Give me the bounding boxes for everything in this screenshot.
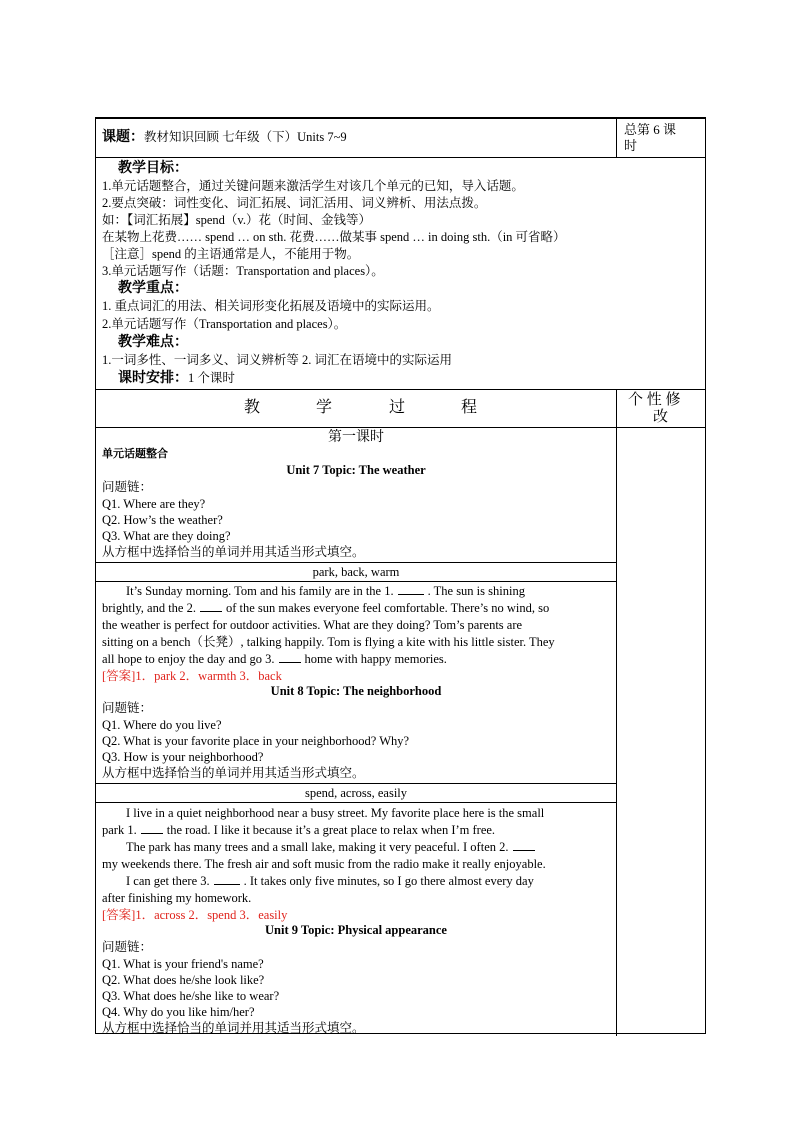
unit8-passage-line3 [126,839,539,855]
unit7-q1: Q1. Where are they? [102,497,206,511]
topic-label: 课题： [102,129,144,145]
blank-4 [141,823,163,834]
objectives-row [96,158,705,390]
unit8-title: Unit 8 Topic: The neighborhood [270,684,442,698]
lesson-plan-table [95,117,706,1034]
topic-value: 教材知识回顾 七年级（下）Units 7~9 [144,130,347,144]
unit7-p5a: all hope to enjoy the day and go 3. [102,652,275,666]
schedule-line [118,370,235,386]
unit7-answer: [答案]1．park 2．warmth 3．back [102,669,282,683]
blank-3 [279,652,301,663]
unit8-question-chain: 问题链： [102,701,153,715]
process-char-2: 学 [316,399,333,416]
unit7-q2: Q2. How’s the weather? [102,513,223,527]
key-points-line-2: 2.单元话题写作（Transportation and places）。 [102,317,347,331]
unit8-answer: [答案]1．across 2．spend 3．easily [102,908,288,922]
unit7-p1b: . The sun is shining [427,584,525,598]
unit7-instruction: 从方框中选择恰当的单词并用其适当形式填空。 [102,545,365,559]
blank-6 [214,874,240,885]
unit9-question-chain: 问题链： [102,940,153,954]
objectives-line-1: 1.单元话题整合，通过关键问题来激活学生对该几个单元的已知，导入话题。 [102,179,524,193]
unit7-p2b: of the sun makes everyone feel comfortable. There’s no wind, so [225,601,550,615]
process-char-4: 程 [461,399,478,416]
key-points-title: 教学重点： [118,280,188,296]
unit7-passage-line3: the weather is perfect for outdoor activities. What are they doing? Tom’s parents are [102,618,523,632]
lesson-number-line2: 时 [624,138,638,153]
unit8-p2b: the road. I like it because it’s a great place to relax when I’m free. [166,823,496,837]
unit7-word-list: park, back, warm [312,565,400,579]
schedule-value: 1 个课时 [188,371,235,385]
personal-edit-line1: 个 性 修 [628,392,681,408]
unit9-q1: Q1. What is your friend's name? [102,957,264,971]
unit7-passage-line5 [102,651,447,667]
unit7-question-chain: 问题链： [102,480,153,494]
personal-edit-line2: 改 [653,409,669,425]
unit8-p5a: I can get there 3. [126,874,210,888]
unit7-word-box [96,562,616,563]
unit8-word-list: spend, across, easily [304,786,408,800]
objectives-title: 教学目标： [118,160,188,176]
unit8-passage-line2 [102,822,495,838]
topic-row [96,119,705,158]
key-points-line-1: 1. 重点词汇的用法、相关词形变化拓展及语境中的实际运用。 [102,299,440,313]
unit7-title: Unit 7 Topic: The weather [286,463,426,477]
process-header-row [96,390,705,428]
blank-2 [200,601,222,612]
content-area [96,428,616,1034]
objectives-line-5: ［注意］spend 的主语通常是人，不能用于物。 [102,247,360,261]
topic-line [102,129,347,145]
unit7-p1a: It’s Sunday morning. Tom and his family are in the 1. [126,584,394,598]
blank-5 [513,840,535,851]
unit8-word-box [96,783,616,784]
unit8-passage-line1: I live in a quiet neighborhood near a busy street. My favorite place here is the small [126,806,545,820]
unit7-passage-line4: sitting on a bench（长凳）, talking happily. Tom is flying a kite with his little sister. They [102,635,555,649]
lesson-title: 第一课时 [328,430,384,445]
unit8-q2: Q2. What is your favorite place in your neighborhood? Why? [102,734,410,748]
unit7-p5b: home with happy memories. [304,652,447,666]
lesson-number-line1: 总第 6 课 [624,122,677,137]
unit9-instruction: 从方框中选择恰当的单词并用其适当形式填空。 [102,1021,365,1035]
unit8-q3: Q3. How is your neighborhood? [102,750,264,764]
process-char-3: 过 [389,399,406,416]
unit9-q2: Q2. What does he/she look like? [102,973,265,987]
schedule-title: 课时安排： [118,370,188,386]
unit9-q3: Q3. What does he/she like to wear? [102,989,280,1003]
objectives-line-2: 2.要点突破：词性变化、词汇拓展、词汇活用、词义辨析、用法点拨。 [102,196,487,210]
section-title: 单元话题整合 [102,447,168,460]
unit8-passage-line6: after finishing my homework. [102,891,252,905]
unit8-p5b: . It takes only five minutes, so I go there almost every day [243,874,534,888]
unit7-q3: Q3. What are they doing? [102,529,231,543]
blank-1 [398,584,424,595]
objectives-line-6: 3.单元话题写作（话题：Transportation and places）。 [102,264,384,278]
process-char-1: 教 [244,399,261,416]
unit8-q1: Q1. Where do you live? [102,718,222,732]
objectives-line-3: 如：【词汇拓展】spend（v.）花（时间、金钱等） [102,213,371,227]
unit8-word-box-bottom [96,802,616,803]
unit9-title: Unit 9 Topic: Physical appearance [265,923,447,937]
difficulties-title: 教学难点： [118,334,188,350]
unit8-passage-line4: my weekends there. The fresh air and soft music from the radio make it really enjoyable. [102,857,546,871]
unit7-passage-line1 [126,583,525,599]
unit8-p3a: The park has many trees and a small lake, making it very peaceful. I often 2. [126,840,509,854]
difficulties-line-1: 1.一词多性、一词多义、词义辨析等 2. 词汇在语境中的实际运用 [102,353,453,367]
unit9-q4: Q4. Why do you like him/her? [102,1005,255,1019]
unit7-word-box-bottom [96,581,616,582]
unit8-p2a: park 1. [102,823,137,837]
unit8-passage-line5 [126,873,534,889]
objectives-line-4: 在某物上花费…… spend … on sth. 花费……做某事 spend … in doing sth.（in 可省略） [102,230,566,244]
unit7-passage-line2 [102,600,549,616]
unit7-p2a: brightly, and the 2. [102,601,196,615]
unit8-instruction: 从方框中选择恰当的单词并用其适当形式填空。 [102,766,365,780]
